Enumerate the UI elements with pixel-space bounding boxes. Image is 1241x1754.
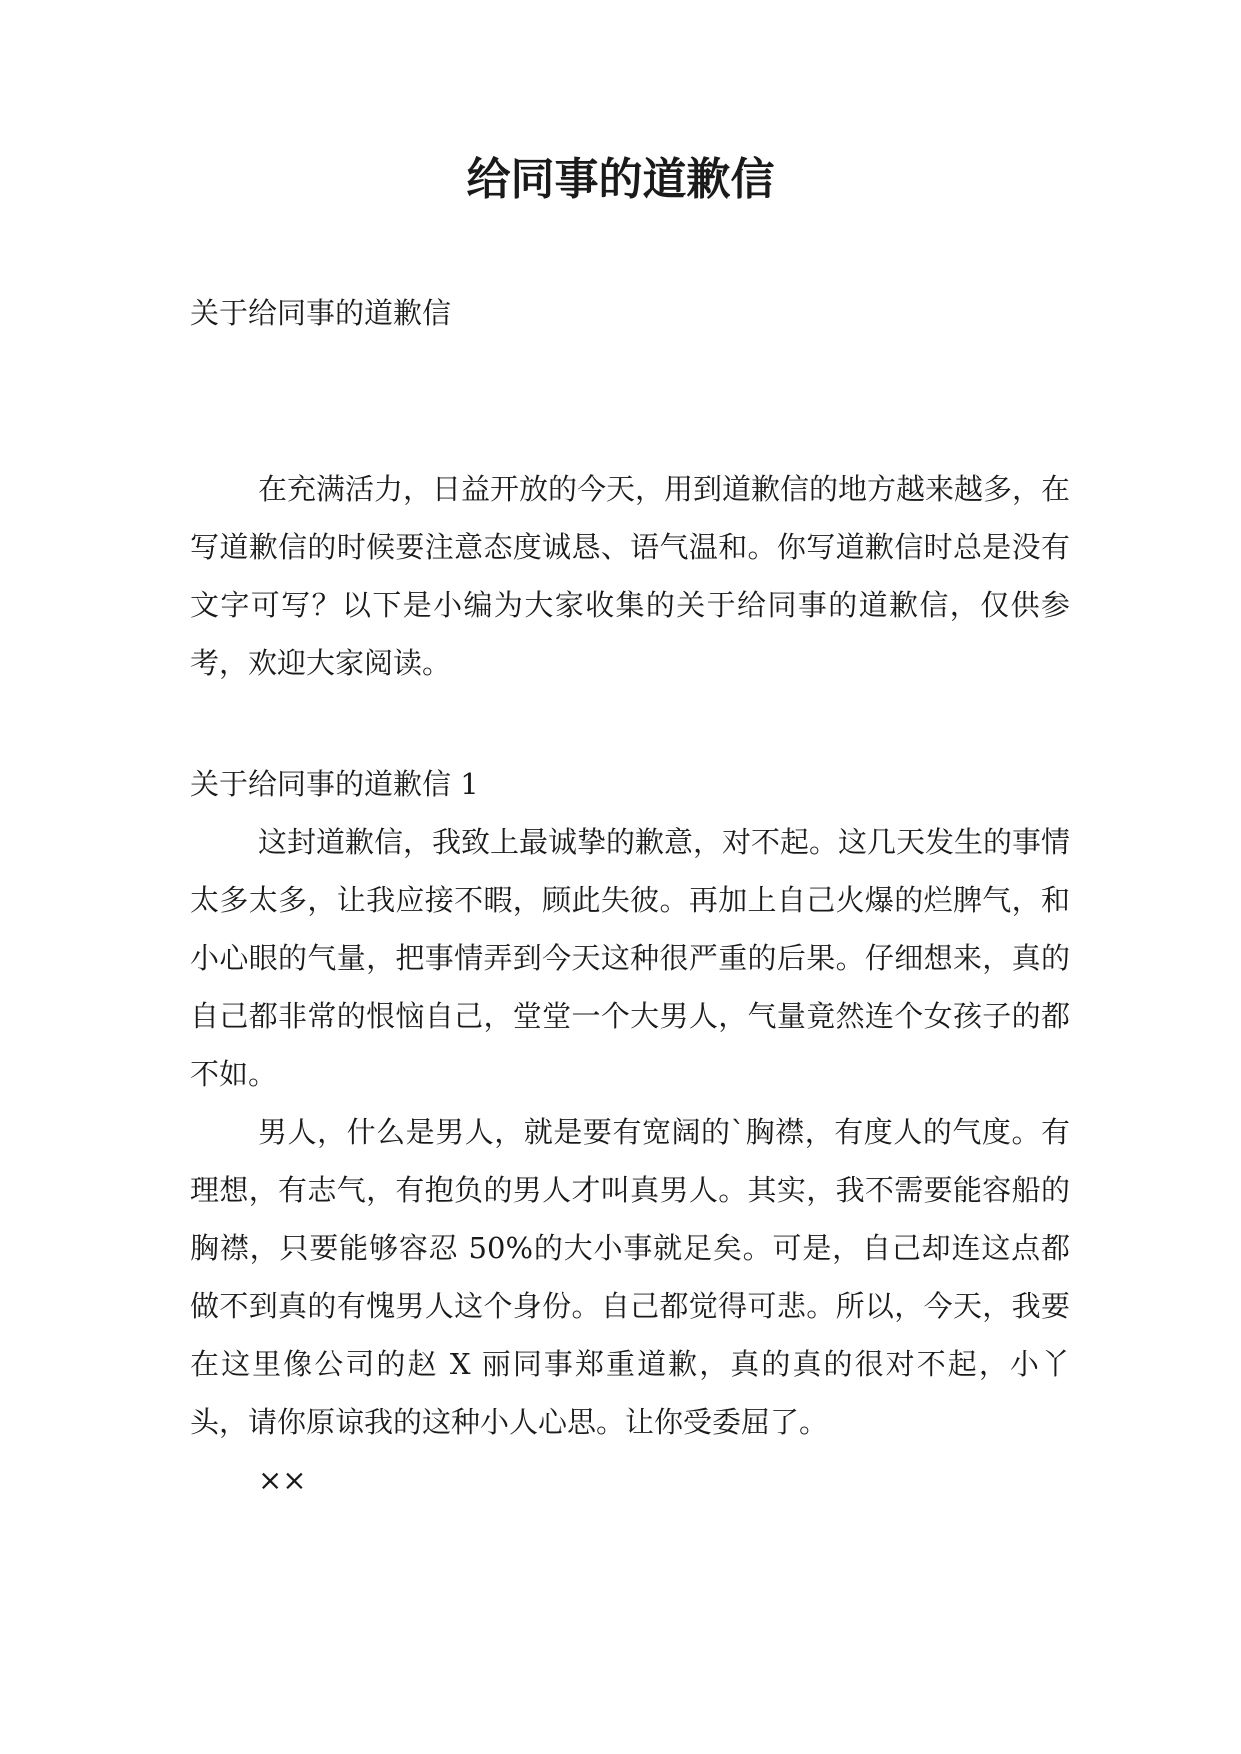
letter-paragraph: 这封道歉信，我致上最诚挚的歉意，对不起。这几天发生的事情太多太多，让我应接不暇，顾此失彼。再加上自己火爆的烂脾气，和小心眼的气量，把事情弄到今天这种很严重的后果。仔细想来，真的自己都非常的恨恼自己，堂堂一个大男人，气量竟然连个女孩子的都不如。 [190, 825, 1071, 1091]
document-subtitle: 关于给同事的道歉信 [190, 296, 452, 330]
signature: ×× [258, 1463, 307, 1497]
document-title: 给同事的道歉信 [466, 154, 775, 205]
letter-paragraph: 男人，什么是男人，就是要有宽阔的`胸襟，有度人的气度。有理想，有志气，有抱负的男人才叫真男人。其实，我不需要能容船的胸襟，只要能够容忍 50%的大小事就足矣。可是，自己却连这点都做不到真的有愧男人这个身份。自己都觉得可悲。所以，今天，我要在这里像公司的赵 X 丽同事郑重道歉，真的真的很对不起，小丫头，请你原谅我的这种小人心思。让你受委屈了。 [190, 1115, 1070, 1439]
intro-section [190, 460, 1070, 692]
letter-section-1 [190, 755, 1070, 1509]
intro-paragraph: 在充满活力，日益开放的今天，用到道歉信的地方越来越多，在写道歉信的时候要注意态度诚恳、语气温和。你写道歉信时总是没有文字可写？以下是小编为大家收集的关于给同事的道歉信，仅供参考，欢迎大家阅读。 [190, 472, 1071, 680]
section-heading: 关于给同事的道歉信 1 [190, 767, 479, 801]
